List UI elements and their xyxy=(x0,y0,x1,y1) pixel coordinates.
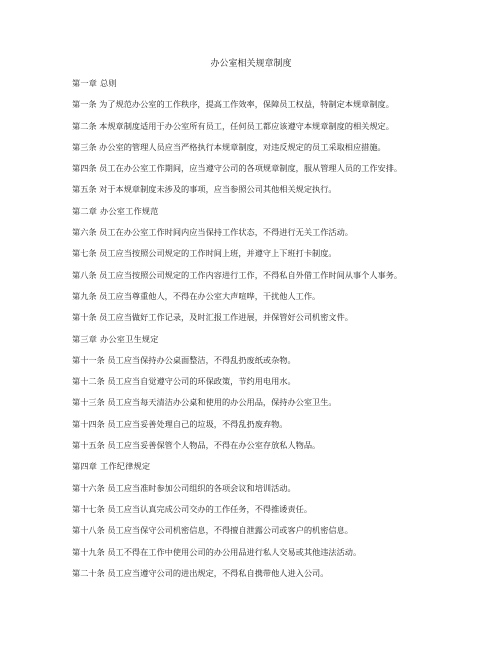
chapter-heading: 第二章 办公室工作规范 xyxy=(72,205,159,216)
document-body xyxy=(72,77,492,588)
article-line: 第四条 员工在办公室工作期间，应当遵守公司的各项规章制度，服从管理人员的工作安排。 xyxy=(72,163,403,174)
article-line: 第十四条 员工应当妥善处理自己的垃圾，不得乱扔废弃物。 xyxy=(72,418,288,429)
article-line: 第五条 对于本规章制度未涉及的事项，应当参照公司其他相关规定执行。 xyxy=(72,184,337,195)
article-line: 第九条 员工应当尊重他人，不得在办公室大声喧哗，干扰他人工作。 xyxy=(72,290,321,301)
article-line: 第八条 员工应当按照公司规定的工作内容进行工作，不得私自外借工作时间从事个人事务。 xyxy=(72,269,403,280)
article-line: 第十三条 员工应当每天清洁办公桌和使用的办公用品，保持办公室卫生。 xyxy=(72,397,337,408)
article-line: 第七条 员工应当按照公司规定的工作时间上班，并遵守上下班打卡制度。 xyxy=(72,248,337,259)
article-line: 第十一条 员工应当保持办公桌面整洁，不得乱扔废纸或杂物。 xyxy=(72,354,296,365)
chapter-heading: 第四章 工作纪律规定 xyxy=(72,461,151,472)
article-line: 第十五条 员工应当妥善保管个人物品，不得在办公室存放私人物品。 xyxy=(72,440,321,451)
article-line: 第二十条 员工应当遵守公司的进出规定，不得私自携带他人进入公司。 xyxy=(72,567,329,578)
article-line: 第十条 员工应当做好工作记录，及时汇报工作进展，并保管好公司机密文件。 xyxy=(72,312,353,323)
article-line: 第十六条 员工应当准时参加公司组织的各项会议和培训活动。 xyxy=(72,482,296,493)
article-line: 第十二条 员工应当自觉遵守公司的环保政策，节约用电用水。 xyxy=(72,376,296,387)
article-line: 第十八条 员工应当保守公司机密信息，不得擅自泄露公司或客户的机密信息。 xyxy=(72,525,353,536)
article-line: 第十九条 员工不得在工作中使用公司的办公用品进行私人交易或其他违法活动。 xyxy=(72,546,362,557)
article-line: 第六条 员工在办公室工作时间内应当保持工作状态，不得进行无关工作活动。 xyxy=(72,227,353,238)
article-line: 第二条 本规章制度适用于办公室所有员工，任何员工都应该遵守本规章制度的相关规定。 xyxy=(72,120,394,131)
article-line: 第一条 为了规范办公室的工作秩序，提高工作效率，保障员工权益，特制定本规章制度。 xyxy=(72,99,394,110)
chapter-heading: 第一章 总则 xyxy=(72,78,117,88)
article-line: 第十七条 员工应当认真完成公司交办的工作任务，不得推诿责任。 xyxy=(72,503,313,514)
article-line: 第三条 办公室的管理人员应当严格执行本规章制度，对违反规定的员工采取相应措施。 xyxy=(72,141,386,152)
chapter-heading: 第三章 办公室卫生规定 xyxy=(72,333,159,344)
document-title: 办公室相关规章制度 xyxy=(210,59,292,69)
